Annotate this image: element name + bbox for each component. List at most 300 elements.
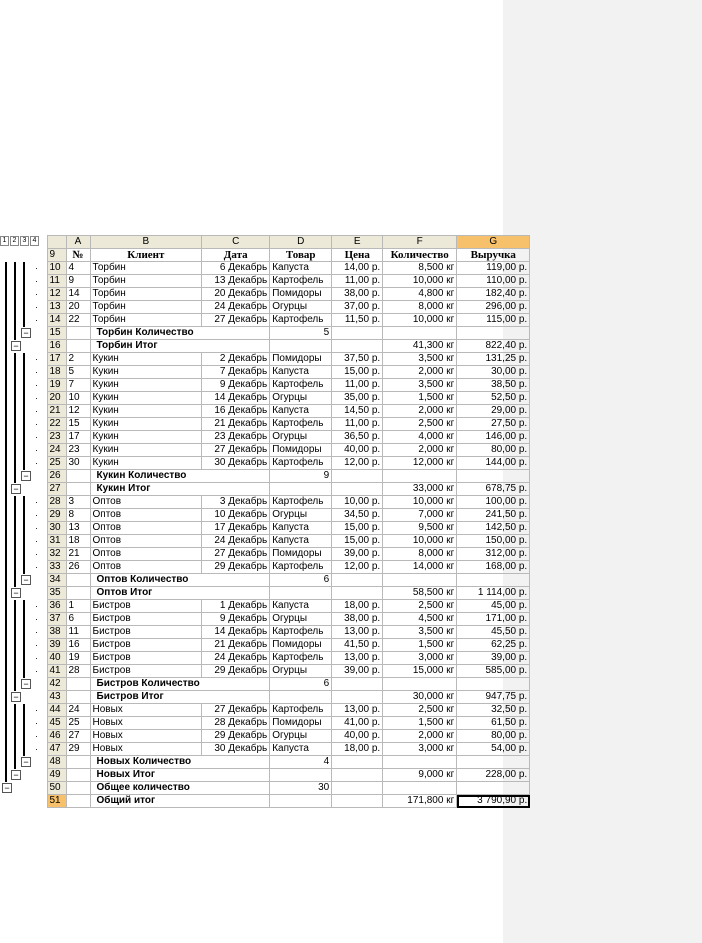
subtotal-count-label[interactable]: Новых Количество xyxy=(90,756,202,769)
data-cell[interactable]: 36,50 р. xyxy=(332,431,383,444)
row-header[interactable]: 15 xyxy=(47,327,66,340)
data-cell[interactable]: 9 Декабрь xyxy=(202,379,270,392)
data-cell[interactable]: 37,50 р. xyxy=(332,353,383,366)
row-header[interactable]: 17 xyxy=(47,353,66,366)
data-cell[interactable] xyxy=(202,483,270,496)
data-cell[interactable]: 38,00 р. xyxy=(332,288,383,301)
data-cell[interactable]: Картофель xyxy=(270,626,332,639)
data-cell[interactable]: 39,00 р. xyxy=(332,548,383,561)
data-cell[interactable]: 39,00 р. xyxy=(332,665,383,678)
data-cell[interactable]: 8,000 кг xyxy=(383,548,457,561)
data-cell[interactable] xyxy=(332,769,383,782)
data-cell[interactable] xyxy=(270,795,332,808)
data-cell[interactable] xyxy=(202,756,270,769)
data-cell[interactable]: 15,00 р. xyxy=(332,535,383,548)
data-cell[interactable] xyxy=(66,574,90,587)
data-cell[interactable]: Кукин xyxy=(90,431,202,444)
data-cell[interactable]: 17 xyxy=(66,431,90,444)
data-cell[interactable]: 4,000 кг xyxy=(383,431,457,444)
data-cell[interactable]: 27 Декабрь xyxy=(202,548,270,561)
data-cell[interactable] xyxy=(66,587,90,600)
data-cell[interactable]: Картофель xyxy=(270,704,332,717)
column-header-d[interactable]: D xyxy=(270,236,332,249)
subtotal-quantity[interactable]: 33,000 кг xyxy=(383,483,457,496)
data-cell[interactable]: 146,00 р. xyxy=(457,431,530,444)
data-cell[interactable]: 24 Декабрь xyxy=(202,301,270,314)
data-cell[interactable] xyxy=(383,782,457,795)
data-cell[interactable]: Бистров xyxy=(90,600,202,613)
data-cell[interactable]: Картофель xyxy=(270,379,332,392)
row-header[interactable]: 24 xyxy=(47,444,66,457)
subtotal-total-label[interactable]: Торбин Итог xyxy=(90,340,202,353)
data-cell[interactable]: Картофель xyxy=(270,496,332,509)
row-header[interactable]: 16 xyxy=(47,340,66,353)
data-cell[interactable]: 32,50 р. xyxy=(457,704,530,717)
data-cell[interactable] xyxy=(202,769,270,782)
row-header[interactable]: 40 xyxy=(47,652,66,665)
data-cell[interactable]: Картофель xyxy=(270,275,332,288)
data-cell[interactable] xyxy=(457,782,530,795)
data-cell[interactable]: Бистров xyxy=(90,613,202,626)
data-cell[interactable] xyxy=(332,327,383,340)
data-cell[interactable] xyxy=(332,470,383,483)
outline-collapse-button[interactable]: − xyxy=(21,575,31,585)
outline-level-button[interactable]: 1 xyxy=(0,236,9,246)
data-cell[interactable]: Капуста xyxy=(270,535,332,548)
row-header[interactable]: 33 xyxy=(47,561,66,574)
data-cell[interactable]: 4 xyxy=(66,262,90,275)
outline-collapse-button[interactable]: − xyxy=(21,679,31,689)
row-header[interactable]: 42 xyxy=(47,678,66,691)
outline-collapse-button[interactable]: − xyxy=(11,341,21,351)
row-header[interactable]: 37 xyxy=(47,613,66,626)
data-cell[interactable]: 13,00 р. xyxy=(332,704,383,717)
data-cell[interactable]: 296,00 р. xyxy=(457,301,530,314)
data-cell[interactable]: Огурцы xyxy=(270,431,332,444)
data-cell[interactable]: 312,00 р. xyxy=(457,548,530,561)
data-cell[interactable]: 54,00 р. xyxy=(457,743,530,756)
row-header[interactable]: 31 xyxy=(47,535,66,548)
data-cell[interactable]: 3,000 кг xyxy=(383,743,457,756)
subtotal-revenue[interactable]: 3 790,90 р. xyxy=(457,795,530,808)
data-cell[interactable]: 10,000 кг xyxy=(383,496,457,509)
data-cell[interactable]: 585,00 р. xyxy=(457,665,530,678)
subtotal-count-value[interactable]: 5 xyxy=(270,327,332,340)
data-cell[interactable]: 34,50 р. xyxy=(332,509,383,522)
data-cell[interactable] xyxy=(270,769,332,782)
data-cell[interactable]: 10,000 кг xyxy=(383,275,457,288)
outline-level-button[interactable]: 4 xyxy=(30,236,39,246)
row-header[interactable]: 22 xyxy=(47,418,66,431)
row-header[interactable]: 46 xyxy=(47,730,66,743)
column-header-f[interactable]: F xyxy=(383,236,457,249)
data-cell[interactable]: 22 xyxy=(66,314,90,327)
data-cell[interactable]: 3 Декабрь xyxy=(202,496,270,509)
data-cell[interactable] xyxy=(383,574,457,587)
data-cell[interactable]: 16 xyxy=(66,639,90,652)
data-cell[interactable]: 10,000 кг xyxy=(383,314,457,327)
data-cell[interactable]: 19 xyxy=(66,652,90,665)
outline-level-button[interactable]: 3 xyxy=(20,236,29,246)
data-cell[interactable]: 14 Декабрь xyxy=(202,392,270,405)
subtotal-revenue[interactable]: 228,00 р. xyxy=(457,769,530,782)
data-cell[interactable]: Огурцы xyxy=(270,301,332,314)
data-cell[interactable]: Капуста xyxy=(270,522,332,535)
column-header-b[interactable]: B xyxy=(90,236,202,249)
data-cell[interactable]: 16 Декабрь xyxy=(202,405,270,418)
data-cell[interactable]: 39,00 р. xyxy=(457,652,530,665)
row-header[interactable]: 26 xyxy=(47,470,66,483)
data-cell[interactable] xyxy=(66,756,90,769)
data-cell[interactable]: Картофель xyxy=(270,418,332,431)
data-cell[interactable]: 18,00 р. xyxy=(332,743,383,756)
subtotal-count-value[interactable]: 6 xyxy=(270,574,332,587)
row-header[interactable]: 38 xyxy=(47,626,66,639)
data-cell[interactable]: 2,000 кг xyxy=(383,405,457,418)
data-cell[interactable]: 29 Декабрь xyxy=(202,730,270,743)
data-cell[interactable] xyxy=(457,574,530,587)
data-cell[interactable]: 45,50 р. xyxy=(457,626,530,639)
data-cell[interactable]: 17 Декабрь xyxy=(202,522,270,535)
data-cell[interactable]: 100,00 р. xyxy=(457,496,530,509)
data-cell[interactable]: Кукин xyxy=(90,405,202,418)
row-header[interactable]: 51 xyxy=(47,795,66,808)
row-header[interactable]: 41 xyxy=(47,665,66,678)
data-cell[interactable]: 38,50 р. xyxy=(457,379,530,392)
data-cell[interactable]: 21 Декабрь xyxy=(202,418,270,431)
subtotal-count-value[interactable]: 30 xyxy=(270,782,332,795)
data-cell[interactable]: 13,00 р. xyxy=(332,652,383,665)
data-cell[interactable]: Оптов xyxy=(90,509,202,522)
row-header[interactable]: 10 xyxy=(47,262,66,275)
data-cell[interactable]: 115,00 р. xyxy=(457,314,530,327)
data-cell[interactable]: Картофель xyxy=(270,652,332,665)
data-cell[interactable] xyxy=(66,470,90,483)
data-cell[interactable] xyxy=(202,678,270,691)
data-cell[interactable]: 30,00 р. xyxy=(457,366,530,379)
data-cell[interactable]: Капуста xyxy=(270,262,332,275)
row-header[interactable]: 30 xyxy=(47,522,66,535)
row-header[interactable]: 47 xyxy=(47,743,66,756)
data-cell[interactable]: 29,00 р. xyxy=(457,405,530,418)
data-cell[interactable]: 41,50 р. xyxy=(332,639,383,652)
data-cell[interactable] xyxy=(202,574,270,587)
data-cell[interactable] xyxy=(457,470,530,483)
data-cell[interactable]: 30 Декабрь xyxy=(202,457,270,470)
data-cell[interactable]: Кукин xyxy=(90,418,202,431)
row-header[interactable]: 11 xyxy=(47,275,66,288)
data-cell[interactable]: Кукин xyxy=(90,392,202,405)
data-cell[interactable]: Капуста xyxy=(270,600,332,613)
data-cell[interactable]: 27 xyxy=(66,730,90,743)
data-cell[interactable]: 11,00 р. xyxy=(332,275,383,288)
row-header[interactable]: 9 xyxy=(47,249,66,262)
row-header[interactable]: 12 xyxy=(47,288,66,301)
data-cell[interactable]: 3 xyxy=(66,496,90,509)
subtotal-total-label[interactable]: Новых Итог xyxy=(90,769,202,782)
subtotal-total-label[interactable]: Бистров Итог xyxy=(90,691,202,704)
data-cell[interactable]: 2,500 кг xyxy=(383,704,457,717)
data-cell[interactable]: 30 Декабрь xyxy=(202,743,270,756)
data-cell[interactable]: 11,50 р. xyxy=(332,314,383,327)
data-cell[interactable]: 4,800 кг xyxy=(383,288,457,301)
column-header-c[interactable]: C xyxy=(202,236,270,249)
subtotal-quantity[interactable]: 171,800 кг xyxy=(383,795,457,808)
data-cell[interactable]: 110,00 р. xyxy=(457,275,530,288)
subtotal-count-label[interactable]: Кукин Количество xyxy=(90,470,202,483)
data-cell[interactable]: 20 Декабрь xyxy=(202,288,270,301)
data-cell[interactable]: 2,000 кг xyxy=(383,730,457,743)
data-cell[interactable]: 30 xyxy=(66,457,90,470)
data-cell[interactable]: 1 Декабрь xyxy=(202,600,270,613)
data-cell[interactable]: 9 xyxy=(66,275,90,288)
row-header[interactable]: 21 xyxy=(47,405,66,418)
data-cell[interactable]: Помидоры xyxy=(270,288,332,301)
data-cell[interactable]: 119,00 р. xyxy=(457,262,530,275)
data-cell[interactable] xyxy=(270,691,332,704)
data-cell[interactable]: Бистров xyxy=(90,652,202,665)
data-cell[interactable] xyxy=(332,795,383,808)
data-cell[interactable]: 3,500 кг xyxy=(383,626,457,639)
data-cell[interactable]: 7 Декабрь xyxy=(202,366,270,379)
data-cell[interactable]: 10,000 кг xyxy=(383,535,457,548)
column-title-cell[interactable]: Товар xyxy=(270,249,332,262)
column-header-e[interactable]: E xyxy=(332,236,383,249)
data-cell[interactable]: 61,50 р. xyxy=(457,717,530,730)
data-cell[interactable]: 15,00 р. xyxy=(332,522,383,535)
data-cell[interactable] xyxy=(202,327,270,340)
column-header-g[interactable]: G xyxy=(457,236,530,249)
data-cell[interactable]: 45,00 р. xyxy=(457,600,530,613)
data-cell[interactable]: 142,50 р. xyxy=(457,522,530,535)
data-cell[interactable]: 23 xyxy=(66,444,90,457)
data-cell[interactable]: 10,00 р. xyxy=(332,496,383,509)
column-title-cell[interactable]: № xyxy=(66,249,90,262)
row-header[interactable]: 45 xyxy=(47,717,66,730)
subtotal-quantity[interactable]: 30,000 кг xyxy=(383,691,457,704)
data-cell[interactable] xyxy=(66,691,90,704)
outline-level-button[interactable]: 2 xyxy=(10,236,19,246)
data-cell[interactable]: Новых xyxy=(90,717,202,730)
subtotal-quantity[interactable]: 58,500 кг xyxy=(383,587,457,600)
data-cell[interactable]: 5 xyxy=(66,366,90,379)
data-cell[interactable]: 11 xyxy=(66,626,90,639)
data-cell[interactable]: Новых xyxy=(90,730,202,743)
row-header[interactable]: 32 xyxy=(47,548,66,561)
data-cell[interactable]: 12 xyxy=(66,405,90,418)
data-cell[interactable]: 168,00 р. xyxy=(457,561,530,574)
row-header[interactable]: 49 xyxy=(47,769,66,782)
data-cell[interactable]: Оптов xyxy=(90,496,202,509)
data-cell[interactable]: 24 Декабрь xyxy=(202,652,270,665)
data-cell[interactable]: 12,00 р. xyxy=(332,457,383,470)
data-cell[interactable]: 2 xyxy=(66,353,90,366)
data-cell[interactable]: Кукин xyxy=(90,379,202,392)
row-header[interactable]: 23 xyxy=(47,431,66,444)
data-cell[interactable]: 29 Декабрь xyxy=(202,561,270,574)
data-cell[interactable] xyxy=(202,782,270,795)
data-cell[interactable]: 4,500 кг xyxy=(383,613,457,626)
data-cell[interactable]: Оптов xyxy=(90,548,202,561)
data-cell[interactable] xyxy=(332,483,383,496)
data-cell[interactable] xyxy=(457,678,530,691)
row-header[interactable]: 50 xyxy=(47,782,66,795)
data-cell[interactable]: 12,00 р. xyxy=(332,561,383,574)
data-cell[interactable]: Помидоры xyxy=(270,353,332,366)
data-cell[interactable] xyxy=(270,587,332,600)
data-cell[interactable]: 12,000 кг xyxy=(383,457,457,470)
outline-collapse-button[interactable]: − xyxy=(11,588,21,598)
data-cell[interactable]: 40,00 р. xyxy=(332,444,383,457)
data-cell[interactable]: 40,00 р. xyxy=(332,730,383,743)
data-cell[interactable]: Кукин xyxy=(90,457,202,470)
data-cell[interactable]: 15,00 р. xyxy=(332,366,383,379)
data-cell[interactable] xyxy=(66,678,90,691)
data-cell[interactable]: Торбин xyxy=(90,301,202,314)
data-cell[interactable] xyxy=(202,340,270,353)
data-cell[interactable]: 27 Декабрь xyxy=(202,314,270,327)
data-cell[interactable] xyxy=(202,691,270,704)
data-cell[interactable]: 80,00 р. xyxy=(457,444,530,457)
select-all-corner[interactable] xyxy=(47,236,66,249)
outline-collapse-button[interactable]: − xyxy=(11,692,21,702)
data-cell[interactable] xyxy=(66,327,90,340)
data-cell[interactable]: 3,500 кг xyxy=(383,379,457,392)
data-cell[interactable]: Помидоры xyxy=(270,444,332,457)
data-cell[interactable] xyxy=(332,587,383,600)
column-title-cell[interactable]: Выручка xyxy=(457,249,530,262)
data-cell[interactable]: 26 xyxy=(66,561,90,574)
data-cell[interactable]: Бистров xyxy=(90,626,202,639)
data-cell[interactable] xyxy=(332,340,383,353)
column-header-a[interactable]: A xyxy=(66,236,90,249)
data-cell[interactable] xyxy=(332,756,383,769)
data-cell[interactable]: Картофель xyxy=(270,457,332,470)
data-cell[interactable]: 182,40 р. xyxy=(457,288,530,301)
data-cell[interactable]: 18,00 р. xyxy=(332,600,383,613)
data-cell[interactable]: Кукин xyxy=(90,353,202,366)
data-cell[interactable]: 27 Декабрь xyxy=(202,704,270,717)
data-cell[interactable]: Помидоры xyxy=(270,717,332,730)
data-cell[interactable] xyxy=(66,340,90,353)
data-cell[interactable] xyxy=(383,678,457,691)
data-cell[interactable]: 14,50 р. xyxy=(332,405,383,418)
data-cell[interactable]: 14 xyxy=(66,288,90,301)
data-cell[interactable]: 20 xyxy=(66,301,90,314)
data-cell[interactable] xyxy=(457,327,530,340)
data-cell[interactable]: Оптов xyxy=(90,561,202,574)
data-cell[interactable]: 21 Декабрь xyxy=(202,639,270,652)
data-cell[interactable]: 2,000 кг xyxy=(383,366,457,379)
data-cell[interactable]: Огурцы xyxy=(270,613,332,626)
data-cell[interactable]: 2,000 кг xyxy=(383,444,457,457)
data-cell[interactable]: Торбин xyxy=(90,262,202,275)
subtotal-revenue[interactable]: 678,75 р. xyxy=(457,483,530,496)
row-header[interactable]: 48 xyxy=(47,756,66,769)
data-cell[interactable]: Огурцы xyxy=(270,392,332,405)
row-header[interactable]: 35 xyxy=(47,587,66,600)
data-cell[interactable]: 10 Декабрь xyxy=(202,509,270,522)
row-header[interactable]: 27 xyxy=(47,483,66,496)
row-header[interactable]: 25 xyxy=(47,457,66,470)
data-cell[interactable]: Новых xyxy=(90,743,202,756)
data-cell[interactable]: 41,00 р. xyxy=(332,717,383,730)
data-cell[interactable]: Капуста xyxy=(270,366,332,379)
data-cell[interactable]: Капуста xyxy=(270,743,332,756)
data-cell[interactable]: 80,00 р. xyxy=(457,730,530,743)
data-cell[interactable] xyxy=(383,756,457,769)
data-cell[interactable] xyxy=(383,327,457,340)
data-cell[interactable]: Картофель xyxy=(270,561,332,574)
subtotal-revenue[interactable]: 1 114,00 р. xyxy=(457,587,530,600)
data-cell[interactable]: Огурцы xyxy=(270,665,332,678)
subtotal-count-label[interactable]: Бистров Количество xyxy=(90,678,202,691)
subtotal-count-value[interactable]: 9 xyxy=(270,470,332,483)
data-cell[interactable]: 241,50 р. xyxy=(457,509,530,522)
data-cell[interactable]: 2,500 кг xyxy=(383,600,457,613)
data-cell[interactable]: 8,500 кг xyxy=(383,262,457,275)
data-cell[interactable]: 1,500 кг xyxy=(383,392,457,405)
data-cell[interactable]: 24 xyxy=(66,704,90,717)
data-cell[interactable]: 2,500 кг xyxy=(383,418,457,431)
data-cell[interactable]: 21 xyxy=(66,548,90,561)
outline-collapse-button[interactable]: − xyxy=(2,783,12,793)
data-cell[interactable] xyxy=(332,678,383,691)
data-cell[interactable]: 11,00 р. xyxy=(332,379,383,392)
data-cell[interactable]: 14,000 кг xyxy=(383,561,457,574)
data-cell[interactable]: Оптов xyxy=(90,535,202,548)
data-cell[interactable]: Картофель xyxy=(270,314,332,327)
row-header[interactable]: 36 xyxy=(47,600,66,613)
outline-collapse-button[interactable]: − xyxy=(21,471,31,481)
row-header[interactable]: 18 xyxy=(47,366,66,379)
data-cell[interactable]: 3,000 кг xyxy=(383,652,457,665)
data-cell[interactable] xyxy=(66,483,90,496)
column-title-cell[interactable]: Клиент xyxy=(90,249,202,262)
data-cell[interactable]: Кукин xyxy=(90,444,202,457)
data-cell[interactable]: 1 xyxy=(66,600,90,613)
data-cell[interactable]: 2 Декабрь xyxy=(202,353,270,366)
data-cell[interactable]: 15,000 кг xyxy=(383,665,457,678)
row-header[interactable]: 44 xyxy=(47,704,66,717)
data-cell[interactable]: 8 xyxy=(66,509,90,522)
data-cell[interactable]: 14,00 р. xyxy=(332,262,383,275)
data-cell[interactable] xyxy=(270,340,332,353)
data-cell[interactable]: 6 xyxy=(66,613,90,626)
data-cell[interactable]: 15 xyxy=(66,418,90,431)
data-cell[interactable]: 8,000 кг xyxy=(383,301,457,314)
data-cell[interactable]: 29 xyxy=(66,743,90,756)
subtotal-total-label[interactable]: Оптов Итог xyxy=(90,587,202,600)
data-cell[interactable] xyxy=(66,769,90,782)
row-header[interactable]: 43 xyxy=(47,691,66,704)
column-title-cell[interactable]: Цена xyxy=(332,249,383,262)
subtotal-count-label[interactable]: Оптов Количество xyxy=(90,574,202,587)
data-cell[interactable]: 37,00 р. xyxy=(332,301,383,314)
subtotal-count-label[interactable]: Общее количество xyxy=(90,782,202,795)
data-cell[interactable]: 144,00 р. xyxy=(457,457,530,470)
data-cell[interactable]: 150,00 р. xyxy=(457,535,530,548)
outline-collapse-button[interactable]: − xyxy=(11,770,21,780)
row-header[interactable]: 29 xyxy=(47,509,66,522)
data-cell[interactable]: 10 xyxy=(66,392,90,405)
subtotal-revenue[interactable]: 822,40 р. xyxy=(457,340,530,353)
row-header[interactable]: 20 xyxy=(47,392,66,405)
outline-collapse-button[interactable]: − xyxy=(11,484,21,494)
data-cell[interactable]: Торбин xyxy=(90,314,202,327)
data-cell[interactable]: 28 xyxy=(66,665,90,678)
data-cell[interactable]: Торбин xyxy=(90,288,202,301)
